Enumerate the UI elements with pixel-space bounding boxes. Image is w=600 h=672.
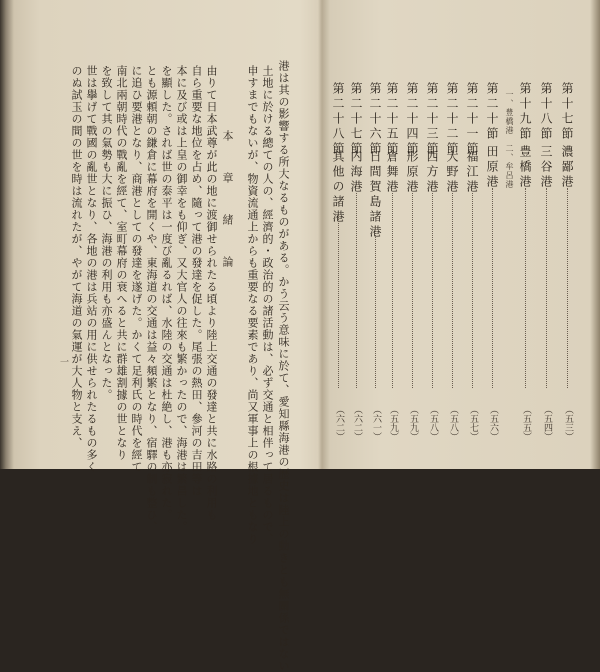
page-left: [10, 10, 310, 672]
toc-title: 濃鄙港: [560, 145, 574, 190]
toc-label: 第二十八節: [331, 82, 345, 157]
toc-title: 福江港: [465, 150, 479, 195]
toc-page: （五九）: [408, 405, 418, 441]
toc-label: 第二十六節: [368, 82, 382, 157]
toc-page: （五七）: [468, 405, 478, 441]
body-line: に追ひ要港となり、商港としての發達を遂げた。かくて足利氏の時代を經て: [130, 65, 143, 473]
body-line: 土地に於ける總ての人の、經濟的・政治的の諸活動は、必ず交通と相伴って居るもので、: [261, 65, 274, 545]
toc-label: 第二十三節: [425, 82, 439, 157]
toc-title: 豊橋港: [518, 145, 532, 190]
toc-title: 内海港: [349, 150, 363, 195]
toc-page: （六二）: [352, 405, 362, 441]
toc-title: 倉舞港: [385, 150, 399, 195]
toc-leader: [338, 215, 339, 388]
toc-page: （五八）: [428, 405, 438, 441]
page-folio: 一: [60, 358, 70, 368]
body-line: を致して其の氣勢も大に振ひ、海港の利用も亦盛んとなった。: [100, 65, 113, 401]
toc-leader: [392, 193, 393, 388]
toc-title: 其他の諸港: [331, 150, 345, 225]
toc-leader: [546, 188, 547, 388]
body-line: 自ら重要な地位を占め、隨って港の發達を促した。尾張の熱田、參河の吉田等は: [190, 65, 203, 497]
body-line: 港は其の影響する所大なるものがある。かう云う意味に於て、愛知縣海港の歴史は陸上の動きとも無關係ではない: [277, 60, 290, 672]
toc-page: （五八）: [448, 405, 458, 441]
body-line: のぬ試玉の間の世を時は流れたが、やがて海道の氣運が大人物と支え、: [70, 65, 83, 449]
toc-leader: [472, 193, 473, 388]
toc-title: 西方港: [425, 150, 439, 195]
toc-leader: [412, 193, 413, 388]
toc-label: 第十九節: [518, 82, 532, 142]
toc-leader: [432, 193, 433, 388]
toc-label: 第二十七節: [349, 82, 363, 157]
toc-leader: [567, 188, 568, 388]
toc-label: 第十七節: [560, 82, 574, 142]
body-line: とも源頼朝の鎌倉に幕府を開くや、東海道の交通は益々頻繁となり、宿驛の制も整ひ、: [145, 65, 158, 533]
toc-label: 第二十四節: [405, 82, 419, 157]
toc-leader: [356, 193, 357, 388]
toc-page: （五六）: [488, 405, 498, 441]
toc-leader: [525, 188, 526, 388]
toc-page: （六二）: [334, 405, 344, 441]
toc-title: 大野港: [445, 150, 459, 195]
toc-page: （五五）: [521, 405, 531, 441]
toc-title: 形原港: [405, 150, 419, 195]
toc-label: 第十八節: [539, 82, 553, 142]
toc-title: 三谷港: [539, 145, 553, 190]
toc-page: （六一）: [371, 405, 381, 441]
toc-page: （五三）: [563, 405, 573, 441]
toc-label: 第二十節: [485, 82, 499, 142]
body-line: 本に及び或は上皇の御幸をも仰ぎ、又大官人の往來も繁かったので、海港は繁昌した。: [175, 65, 188, 533]
body-line: 申すまでもないが、物資流通上からも重要なる要素であり、尚又軍事上の根據地ともなり: [246, 65, 259, 545]
body-line: 南北兩朝時代の戰亂を經て、室町幕府の衰へると共に群雄割據の世となり: [115, 65, 128, 461]
toc-subentry: 一、豊橋港 二、牟呂港: [505, 90, 514, 189]
toc-title: 日間賀島諸港: [368, 150, 382, 240]
page-right-toc: [328, 10, 590, 460]
body-line: 由りて日本武尊が此の地に渡御せられたる頃より陸上交通の發達と共に水路の利用も: [205, 65, 218, 521]
section-heading: 本 章 緒 論: [221, 130, 234, 277]
toc-page: （五四）: [542, 405, 552, 441]
toc-leader: [452, 193, 453, 388]
body-line: を顯した。されば世の泰平は一度び亂るれば、水陸の交通は杜絶し、港も亦寂れた。: [160, 65, 173, 521]
toc-leader: [492, 188, 493, 388]
toc-title: 田原港: [485, 145, 499, 190]
toc-label: 第二十二節: [445, 82, 459, 157]
body-line: 世は擧げて戰國の亂世となり、各地の港は兵站の用に供せられたるもの多く: [85, 65, 98, 473]
toc-leader: [375, 226, 376, 388]
toc-label: 第二十五節: [385, 82, 399, 157]
toc-page: （五九）: [388, 405, 398, 441]
toc-label: 第二十一節: [465, 82, 479, 157]
